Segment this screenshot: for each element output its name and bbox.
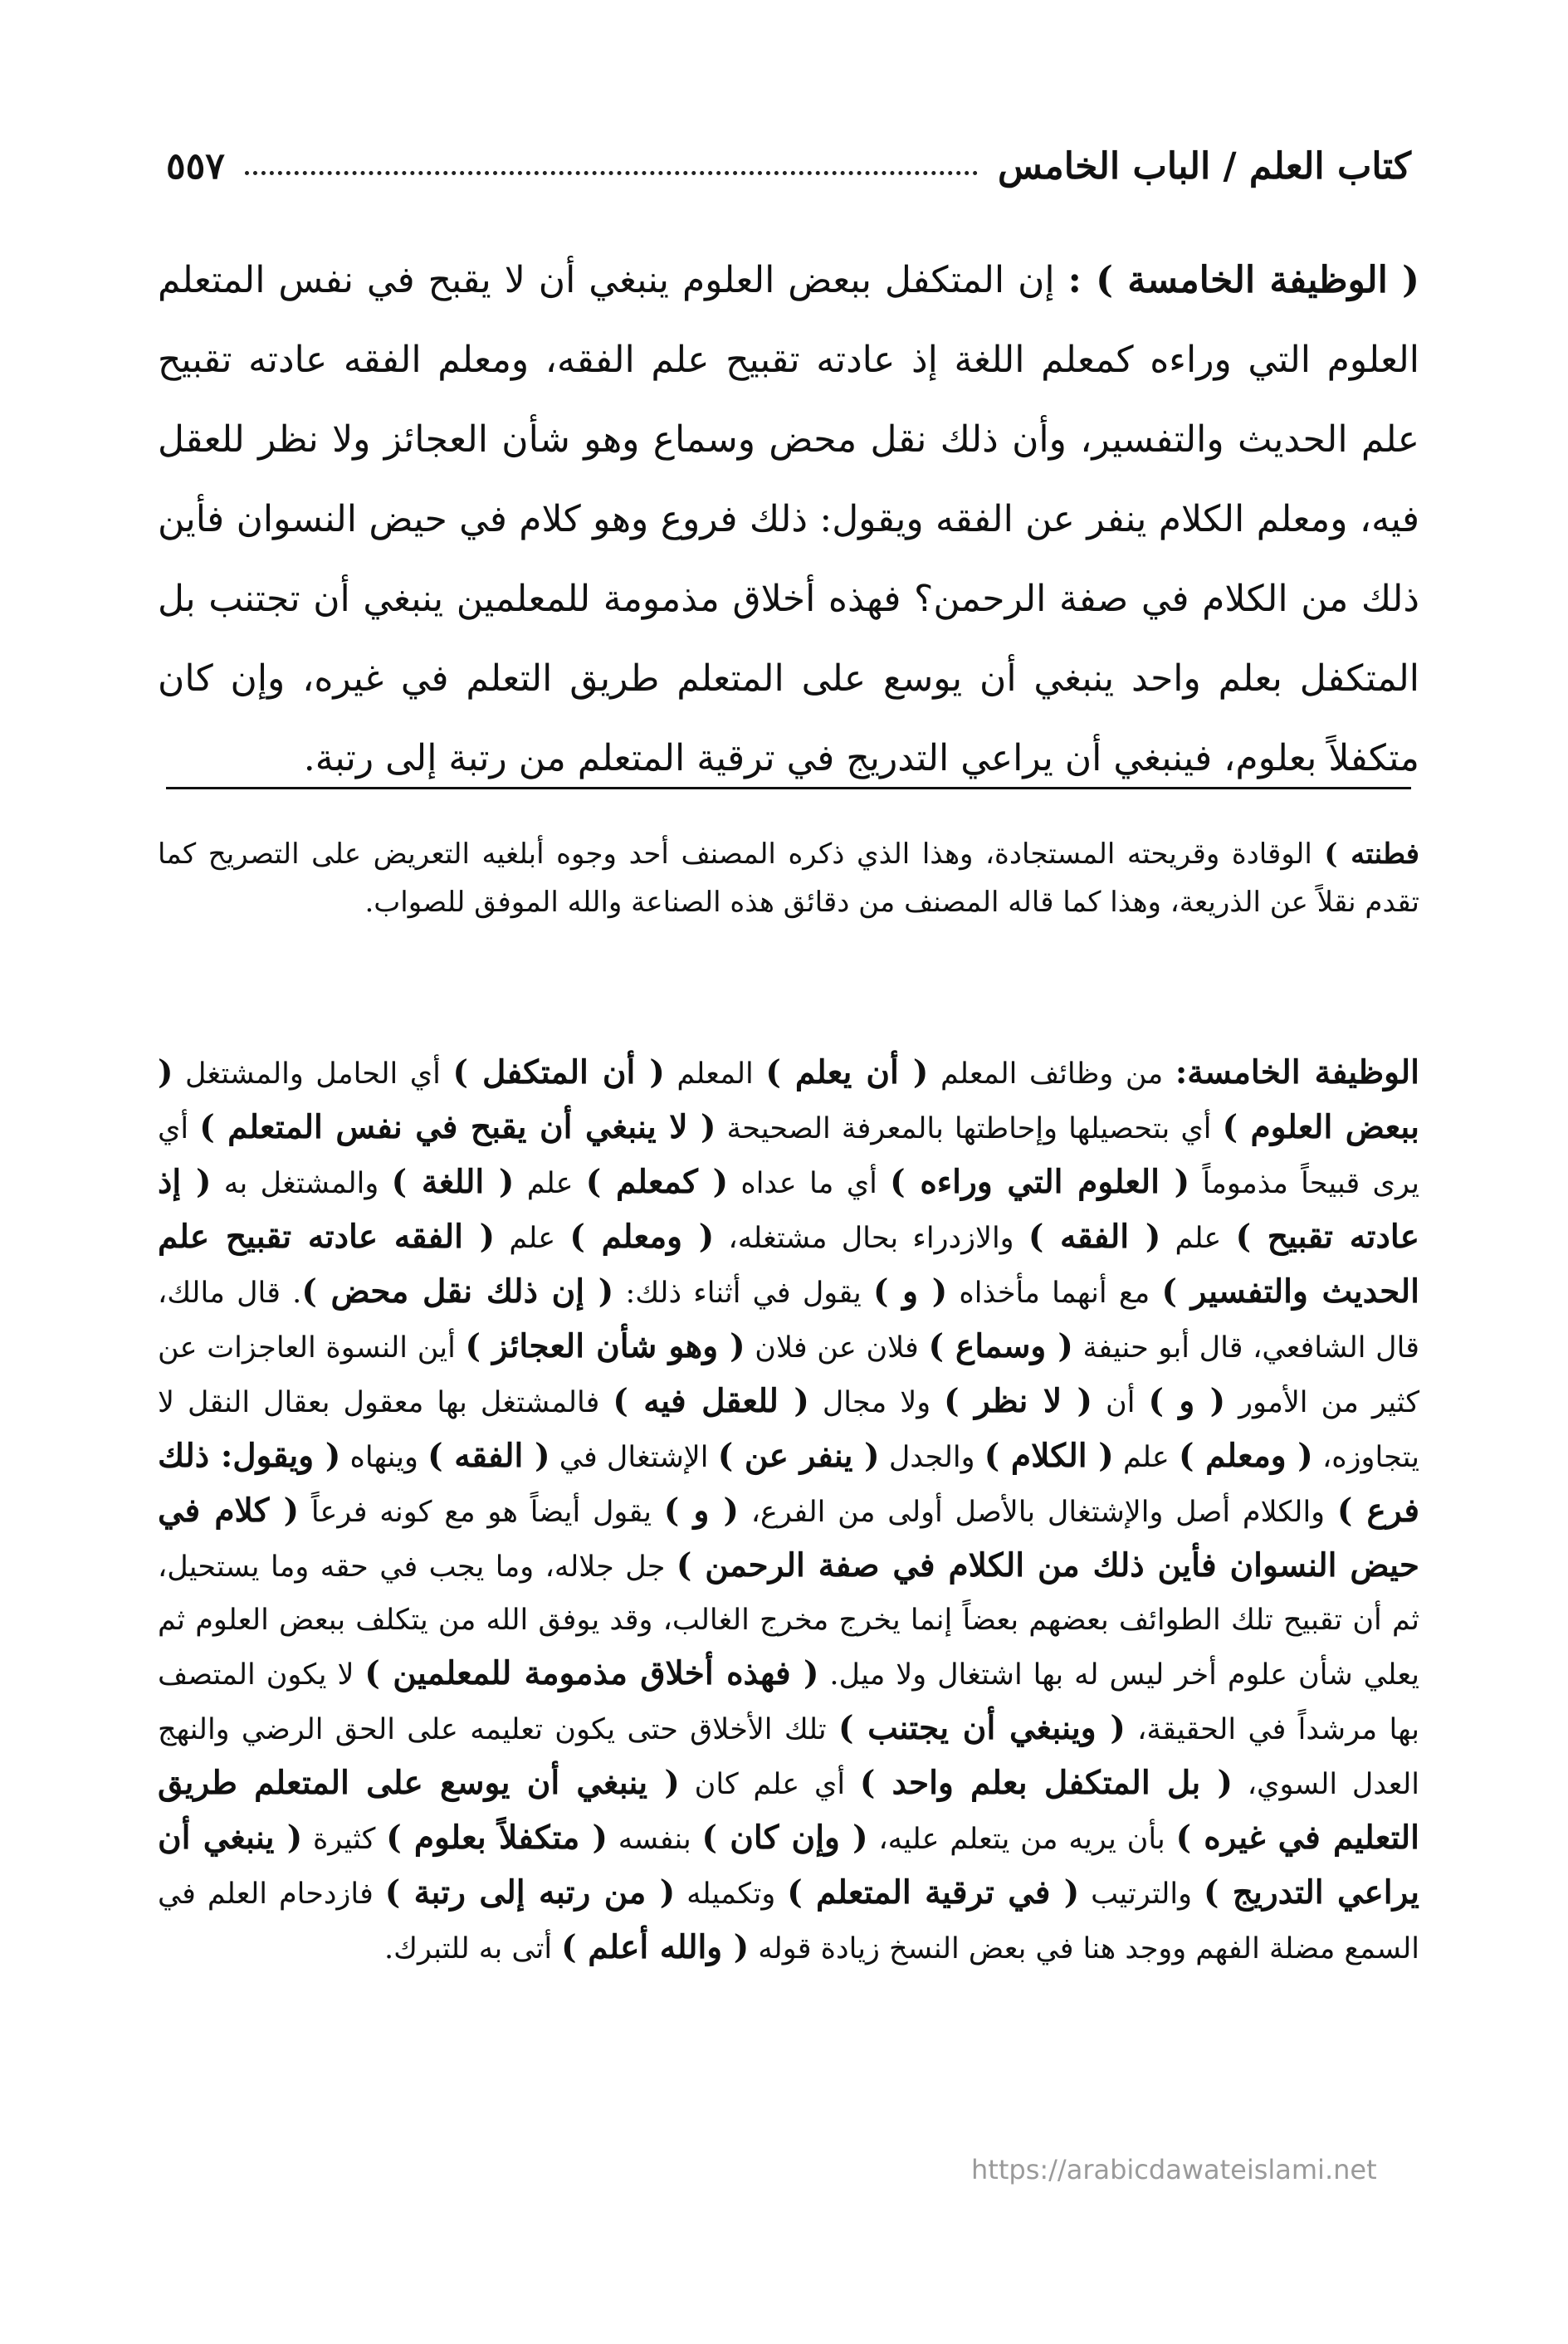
commentary-text: فلان عن فلان: [745, 1331, 929, 1365]
commentary-text: الإشتغال في: [550, 1441, 718, 1474]
commentary-text: والمشتغل به: [211, 1167, 392, 1200]
commentary-text: والازدراء بحال مشتغله،: [714, 1222, 1028, 1255]
commentary-text: وينهاه: [340, 1441, 428, 1474]
commentary-text: مع أنهما مأخذاه: [947, 1277, 1162, 1310]
commentary-text: أي ما عداه: [728, 1167, 891, 1200]
commentary-text: علم: [514, 1167, 586, 1200]
commentary-text: يقول في أثناء ذلك:: [613, 1277, 874, 1310]
commentary-quoted-phrase: ( الكلام ): [984, 1437, 1114, 1475]
commentary-text: لا يكون المتصف بها مرشداً في الحقيقة،: [158, 1658, 1419, 1746]
footnote-body: الوقادة وقريحته المستجادة، وهذا الذي ذكره المصنف أحد وجوه أبلغيه التعريض على التصريح كما تقدم نقلاً عن الذريعة، وهذا كما قاله المصنف من دقائق هذه الصناعة والله الموفق للصواب.: [158, 837, 1419, 919]
commentary-text: أي بتحصيلها وإحاطتها بالمعرفة الصحيحة: [716, 1112, 1223, 1145]
commentary-text: والكلام أصل والإشتغال بالأصل أولى من الفرع،: [738, 1496, 1337, 1529]
commentary-quoted-phrase: ( ويقول: ذلك فرع ): [158, 1437, 1419, 1530]
commentary-text: جل جلاله، وما يجب في حقه وما يستحيل، ثم أن تقبيح تلك الطوائف بعضهم بعضاً إنما يخرج مخرج الغالب، وقد يوفق الله من يتكلف ببعض العلوم ثم يعلي شأن علوم أخر ليس له بها اشتغال ولا ميل.: [158, 1550, 1420, 1692]
chapter-title: كتاب العلم / الباب الخامس: [998, 144, 1411, 188]
separator-rule: [166, 787, 1411, 789]
watermark-url: https://arabicdawateislami.net: [971, 2154, 1377, 2185]
main-text-body: إن المتكفل ببعض العلوم ينبغي أن لا يقبح في نفس المتعلم العلوم التي وراءه كمعلم اللغة إذ عادته تقبيح علم الفقه، ومعلم الفقه عادته تقبيح علم الحديث والتفسير، وأن ذلك نقل محض وسماع وهو شأن العجائز ولا نظر للعقل فيه، ومعلم الكلام ينفر عن الفقه ويقول: ذلك فروع وهو كلام في حيض النسوان فأين ذلك من الكلام في صفة الرحمن؟ فهذه أخلاق مذمومة للمعلمين ينبغي أن تجتنب بل المتكفل بعلم واحد ينبغي أن يوسع على المتعلم طريق التعلم في غيره، وإن كان متكفلاً بعلوم، فينبغي أن يراعي التدريج في ترقية المتعلم من رتبة إلى رتبة.: [158, 259, 1419, 779]
commentary-quoted-phrase: ( ومعلم ): [1179, 1437, 1313, 1475]
commentary-quoted-phrase: ( كمعلم ): [585, 1163, 729, 1201]
commentary-text: بنفسه: [607, 1823, 702, 1856]
commentary-quoted-phrase: ( لا ينبغي أن يقبح في نفس المتعلم ): [199, 1108, 716, 1146]
commentary-text: أي علم كان: [679, 1768, 860, 1801]
commentary-quoted-phrase: ( و ): [873, 1272, 948, 1311]
commentary-quoted-phrase: ( ينبغي أن يراعي التدريج ): [158, 1819, 1420, 1912]
commentary-quoted-phrase: ( الفقه ): [1028, 1218, 1161, 1256]
commentary-quoted-phrase: ( الفقه ): [427, 1437, 550, 1475]
commentary-quoted-phrase: ( للعقل فيه ): [613, 1382, 809, 1420]
commentary-text: المعلم: [664, 1057, 766, 1091]
commentary-text: فالمشتغل بها معقول بعقال النقل لا يتجاوزه،: [158, 1386, 1419, 1474]
commentary-quoted-phrase: ( لا نظر ): [944, 1382, 1093, 1420]
commentary-text: كثيرة: [302, 1823, 387, 1856]
commentary-quoted-phrase: ( كلام في حيض النسوان فأين ذلك من الكلام في صفة الرحمن ): [158, 1492, 1419, 1585]
commentary-quoted-phrase: الوظيفة الخامسة:: [1175, 1053, 1419, 1091]
running-header: [166, 133, 1411, 199]
commentary-text: أتى به للتبرك.: [383, 1932, 562, 1966]
page-number: ٥٥٧: [166, 144, 225, 188]
commentary-quoted-phrase: ( اللغة ): [391, 1163, 515, 1201]
commentary-text: والجدل: [879, 1441, 984, 1474]
commentary-text: ولا مجال: [808, 1386, 945, 1419]
footnote-continuation: [158, 830, 1419, 926]
commentary-quoted-phrase: ( فهذه أخلاق مذمومة للمعلمين ): [364, 1654, 819, 1692]
commentary-quoted-phrase: ( متكفلاً بعلوم ): [386, 1819, 608, 1857]
commentary-quoted-phrase: ( بل المتكفل بعلم واحد ): [859, 1764, 1233, 1802]
main-text: [158, 241, 1419, 798]
commentary-text: فازدحام العلم في السمع مضلة الفهم ووجد هنا في بعض النسخ زيادة قوله: [158, 1878, 1419, 1966]
commentary-quoted-phrase: ( ينبغي أن يوسع على المتعلم طريق التعليم في غيره ): [158, 1764, 1419, 1857]
commentary-text: يقول أيضاً هو مع كونه فرعاً: [299, 1496, 664, 1529]
commentary-quoted-phrase: ( إذ عادته تقبيح ): [158, 1163, 1420, 1256]
commentary-quoted-phrase: ( أن المتكفل ): [452, 1053, 665, 1091]
commentary-text: علم: [495, 1222, 570, 1255]
commentary-text: أي الحامل والمشتغل: [173, 1057, 453, 1091]
commentary-quoted-phrase: ( والله أعلم ): [561, 1928, 750, 1966]
commentary-quoted-phrase: ( وهو شأن العجائز ): [465, 1327, 745, 1365]
header-leader-dots: [245, 171, 978, 175]
commentary-quoted-phrase: ( ببعض العلوم ): [158, 1053, 1420, 1146]
commentary-text: أي يرى قبيحاً مذموماً: [158, 1112, 1420, 1200]
commentary-quoted-phrase: ( ينفر عن ): [717, 1437, 880, 1475]
commentary-text: علم: [1160, 1222, 1236, 1255]
main-text-lead: ( الوظيفة الخامسة ) :: [1067, 259, 1420, 301]
commentary-quoted-phrase: ( وإن كان ): [701, 1819, 868, 1857]
commentary-quoted-phrase: ( من رتبه إلى رتبة ): [384, 1873, 676, 1912]
commentary-quoted-phrase: ( ومعلم ): [569, 1218, 715, 1256]
commentary-quoted-phrase: ( وسماع ): [928, 1327, 1073, 1365]
commentary-text: وتكميله: [675, 1878, 788, 1911]
commentary-text: من وظائف المعلم: [928, 1057, 1175, 1091]
commentary-quoted-phrase: ( وينبغي أن يجتنب ): [838, 1709, 1126, 1747]
commentary-quoted-phrase: ( و ): [1148, 1382, 1226, 1420]
commentary-text: بأن يريه من يتعلم عليه،: [867, 1823, 1176, 1856]
commentary-text: أن: [1092, 1386, 1149, 1419]
commentary-quoted-phrase: ( و ): [663, 1492, 739, 1530]
commentary-text: والترتيب: [1079, 1878, 1204, 1911]
commentary-text: أين النسوة العاجزات عن كثير من الأمور: [158, 1331, 1419, 1419]
commentary-quoted-phrase: ( أن يعلم ): [765, 1053, 929, 1091]
commentary-quoted-phrase: ( الفقه عادته تقبيح علم الحديث والتفسير ): [158, 1218, 1419, 1311]
commentary-quoted-phrase: ( إن ذلك نقل محض ): [301, 1272, 614, 1311]
commentary-text: علم: [1113, 1441, 1180, 1474]
commentary-text: تلك الأخلاق حتى يكون تعليمه على الحق الرضي والنهج العدل السوي،: [158, 1713, 1419, 1801]
commentary: [158, 1046, 1419, 1975]
footnote-lead: فطنته ): [1324, 837, 1419, 871]
commentary-text: . قال مالك، قال الشافعي، قال أبو حنيفة: [158, 1277, 1419, 1365]
commentary-quoted-phrase: ( في ترقية المتعلم ): [787, 1873, 1080, 1912]
commentary-quoted-phrase: ( العلوم التي وراءه ): [890, 1163, 1190, 1201]
